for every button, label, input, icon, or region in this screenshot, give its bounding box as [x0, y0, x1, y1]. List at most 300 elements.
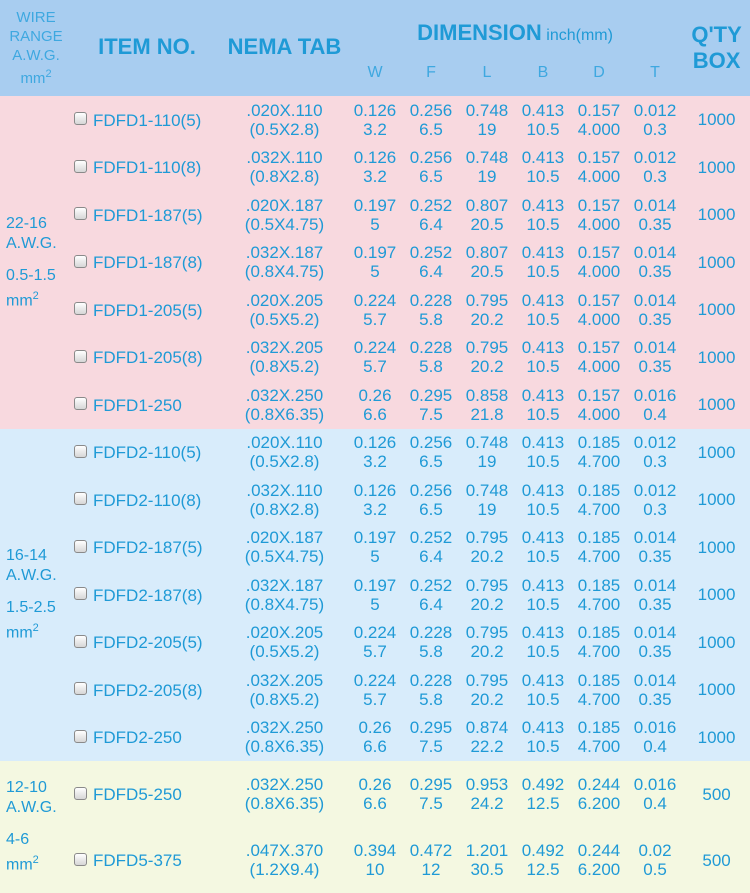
dim-f-inch: 0.228 [409, 290, 453, 310]
dim-f-mm: 7.5 [419, 737, 443, 757]
dim-b-inch: 0.413 [521, 718, 565, 738]
dim-d-inch: 0.185 [577, 480, 621, 500]
nema-tab-cell [222, 761, 347, 827]
item-cell [72, 619, 222, 667]
dim-t-mm: 0.4 [643, 794, 667, 813]
item-cell [72, 286, 222, 334]
item-checkbox[interactable] [74, 853, 87, 866]
dim-w-mm: 5.7 [363, 642, 387, 662]
dim-f-cell [403, 381, 459, 429]
header-wire-unit-sup: 2 [45, 68, 52, 80]
header-dim-b: B [515, 50, 571, 96]
dim-f-inch: 0.228 [409, 670, 453, 690]
dim-l-inch: 0.807 [465, 195, 509, 215]
item-code: FDFD2-250 [93, 728, 182, 748]
item-cell [72, 761, 222, 827]
item-code: FDFD1-187(8) [93, 253, 203, 273]
dim-b-mm: 10.5 [526, 737, 560, 757]
nema-tab-inch: .047X.370 [245, 841, 324, 860]
dim-b-cell [515, 619, 571, 667]
dim-w-cell [347, 571, 403, 619]
nema-tab-cell [222, 96, 347, 144]
wire-range-cell [0, 429, 72, 762]
dim-w-cell [347, 239, 403, 287]
item-cell [72, 429, 222, 477]
dim-t-mm: 0.35 [638, 594, 672, 614]
dim-t-mm: 0.5 [643, 860, 667, 879]
dim-l-cell [459, 144, 515, 192]
dim-t-inch: 0.02 [638, 841, 672, 860]
dim-b-mm: 10.5 [526, 499, 560, 519]
dim-b-inch: 0.413 [521, 670, 565, 690]
header-dim-f: F [403, 50, 459, 96]
header-qty-top: Q'TY [691, 22, 742, 47]
wire-mm-unit-text: mm [6, 856, 33, 874]
nema-tab-cell [222, 524, 347, 572]
dim-t-inch: 0.014 [633, 243, 677, 263]
dim-f-cell [403, 334, 459, 382]
dim-w-cell [347, 476, 403, 524]
dim-d-cell [571, 334, 627, 382]
dim-b-mm: 10.5 [526, 309, 560, 329]
item-checkbox[interactable] [74, 730, 87, 743]
wire-range-cell [0, 96, 72, 429]
nema-tab-mm: (0.5X4.75) [244, 547, 325, 567]
header-nema-tab: NEMA TAB [222, 0, 347, 96]
dim-w-inch: 0.26 [358, 385, 392, 405]
dim-f-cell [403, 239, 459, 287]
item-code: FDFD1-187(5) [93, 205, 203, 225]
dim-t-mm: 0.4 [643, 404, 667, 424]
dim-t-cell [627, 96, 683, 144]
item-code: FDFD2-205(8) [93, 680, 203, 700]
dim-t-mm: 0.35 [638, 309, 672, 329]
qty-cell: 1000 [683, 571, 750, 619]
dim-l-cell [459, 381, 515, 429]
item-code: FDFD5-375 [93, 851, 182, 870]
table-header [0, 0, 750, 96]
dim-w-mm: 6.6 [363, 737, 387, 757]
dim-w-inch: 0.197 [353, 528, 397, 548]
dim-f-cell [403, 666, 459, 714]
table-row [0, 239, 750, 287]
nema-tab-mm: (0.8X4.75) [244, 262, 325, 282]
dim-l-inch: 0.748 [465, 100, 509, 120]
dim-d-mm: 6.200 [577, 860, 621, 879]
dim-w-inch: 0.224 [353, 290, 397, 310]
header-wire-line3: A.W.G. [12, 47, 60, 64]
dim-w-cell [347, 144, 403, 192]
dim-d-inch: 0.157 [577, 290, 621, 310]
item-cell [72, 476, 222, 524]
dim-t-cell [627, 827, 683, 893]
dim-l-mm: 19 [477, 499, 497, 519]
dim-t-inch: 0.014 [633, 195, 677, 215]
wire-mm-unit [6, 618, 72, 643]
dim-w-cell [347, 619, 403, 667]
qty-cell: 1000 [683, 619, 750, 667]
qty-cell: 1000 [683, 429, 750, 477]
dim-f-mm: 5.8 [419, 689, 443, 709]
dim-t-mm: 0.35 [638, 547, 672, 567]
dim-b-inch: 0.413 [521, 195, 565, 215]
dim-b-inch: 0.413 [521, 100, 565, 120]
dim-d-inch: 0.244 [577, 775, 621, 794]
nema-tab-mm: (0.5X5.2) [249, 309, 320, 329]
qty-cell: 500 [683, 761, 750, 827]
dim-l-cell [459, 524, 515, 572]
item-code: FDFD2-187(8) [93, 585, 203, 605]
table-row [0, 334, 750, 382]
dim-d-inch: 0.157 [577, 148, 621, 168]
dim-b-mm: 10.5 [526, 404, 560, 424]
dim-b-cell [515, 286, 571, 334]
item-code: FDFD2-110(5) [93, 443, 202, 463]
dim-f-mm: 5.8 [419, 357, 443, 377]
wire-awg-range: 12-10 [6, 779, 47, 797]
item-checkbox[interactable] [74, 787, 87, 800]
dim-d-inch: 0.157 [577, 243, 621, 263]
dim-w-cell [347, 827, 403, 893]
nema-tab-mm: (0.5X5.2) [249, 642, 320, 662]
wire-awg-range: 22-16 [6, 214, 47, 232]
nema-tab-cell [222, 239, 347, 287]
dim-w-mm: 3.2 [363, 499, 387, 519]
dim-b-inch: 0.413 [521, 528, 565, 548]
dim-d-mm: 4.000 [577, 262, 621, 282]
wire-mm-range: 4-6 [6, 831, 30, 849]
dim-t-inch: 0.016 [633, 385, 677, 405]
item-cell [72, 524, 222, 572]
wire-mm-unit [6, 850, 72, 875]
table-row [0, 96, 750, 144]
dim-w-cell [347, 381, 403, 429]
dim-t-mm: 0.35 [638, 357, 672, 377]
dim-w-cell [347, 429, 403, 477]
dim-t-cell [627, 286, 683, 334]
dim-t-mm: 0.35 [638, 642, 672, 662]
item-checkbox[interactable] [74, 587, 87, 600]
item-code: FDFD2-205(5) [93, 633, 203, 653]
dim-b-cell [515, 476, 571, 524]
dim-f-inch: 0.228 [409, 338, 453, 358]
nema-tab-inch: .020X.187 [245, 195, 324, 215]
dim-l-cell [459, 827, 515, 893]
dim-l-mm: 22.2 [470, 737, 504, 757]
dim-t-inch: 0.012 [633, 480, 677, 500]
qty-cell: 1000 [683, 524, 750, 572]
nema-tab-inch: .032X.187 [245, 243, 324, 263]
nema-tab-inch: .032X.110 [246, 148, 323, 168]
dim-b-cell [515, 429, 571, 477]
dim-t-inch: 0.016 [633, 718, 677, 738]
nema-tab-mm: (0.8X2.8) [249, 499, 320, 519]
dim-b-cell [515, 827, 571, 893]
header-wire-unit-text: mm [20, 70, 46, 87]
nema-tab-mm: (0.8X6.35) [244, 737, 325, 757]
dim-d-cell [571, 239, 627, 287]
dim-d-inch: 0.157 [577, 195, 621, 215]
item-checkbox[interactable] [74, 350, 87, 363]
dim-b-inch: 0.413 [521, 148, 565, 168]
dim-l-inch: 1.201 [465, 841, 509, 860]
dim-b-cell [515, 761, 571, 827]
nema-tab-mm: (0.8X5.2) [249, 357, 320, 377]
item-checkbox[interactable] [74, 112, 87, 125]
dim-l-cell [459, 714, 515, 762]
dim-f-cell [403, 619, 459, 667]
dim-b-mm: 12.5 [526, 794, 560, 813]
qty-cell: 1000 [683, 381, 750, 429]
dim-d-mm: 4.700 [577, 547, 621, 567]
dim-t-inch: 0.014 [633, 528, 677, 548]
dim-d-cell [571, 429, 627, 477]
dim-w-cell [347, 286, 403, 334]
nema-tab-mm: (0.5X4.75) [244, 214, 325, 234]
nema-tab-cell [222, 619, 347, 667]
dim-t-cell [627, 429, 683, 477]
dim-d-mm: 4.700 [577, 594, 621, 614]
dim-w-inch: 0.26 [358, 718, 392, 738]
dim-l-mm: 20.5 [470, 214, 504, 234]
dim-d-cell [571, 714, 627, 762]
dim-b-mm: 10.5 [526, 642, 560, 662]
item-checkbox[interactable] [74, 540, 87, 553]
dim-w-mm: 5 [370, 547, 380, 567]
dim-w-inch: 0.126 [353, 480, 397, 500]
dim-f-mm: 6.4 [419, 214, 443, 234]
item-code: FDFD1-205(8) [93, 348, 203, 368]
dim-d-inch: 0.185 [577, 433, 621, 453]
dim-d-inch: 0.157 [577, 338, 621, 358]
dim-f-mm: 12 [421, 860, 441, 879]
header-qty [683, 0, 750, 96]
nema-tab-inch: .032X.250 [245, 775, 324, 794]
dim-b-inch: 0.413 [521, 385, 565, 405]
dim-d-cell [571, 761, 627, 827]
item-code: FDFD1-110(5) [93, 110, 202, 130]
wire-mm-unit [6, 286, 72, 311]
dim-f-inch: 0.295 [409, 385, 453, 405]
dim-l-inch: 0.795 [465, 290, 509, 310]
wire-mm-unit-sup: 2 [32, 622, 39, 635]
item-checkbox[interactable] [74, 445, 87, 458]
item-checkbox[interactable] [74, 492, 87, 505]
wire-mm-unit-text: mm [6, 624, 33, 642]
dim-l-mm: 24.2 [470, 794, 504, 813]
dim-t-inch: 0.014 [633, 575, 677, 595]
nema-tab-cell [222, 666, 347, 714]
nema-tab-inch: .020X.110 [246, 433, 323, 453]
dim-l-inch: 0.795 [465, 670, 509, 690]
dim-f-mm: 6.5 [419, 119, 443, 139]
dim-b-cell [515, 571, 571, 619]
dim-t-mm: 0.35 [638, 689, 672, 709]
dim-b-inch: 0.413 [521, 575, 565, 595]
dim-d-inch: 0.185 [577, 528, 621, 548]
nema-tab-mm: (1.2X9.4) [249, 860, 320, 879]
nema-tab-cell [222, 334, 347, 382]
dim-f-inch: 0.256 [409, 433, 453, 453]
dim-f-cell [403, 96, 459, 144]
dim-f-cell [403, 429, 459, 477]
nema-tab-mm: (0.8X6.35) [244, 404, 325, 424]
nema-tab-cell [222, 144, 347, 192]
header-dim-d: D [571, 50, 627, 96]
dim-d-cell [571, 286, 627, 334]
dim-b-inch: 0.492 [521, 841, 565, 860]
wire-mm-unit-sup: 2 [32, 289, 39, 302]
item-cell [72, 827, 222, 893]
dim-f-cell [403, 476, 459, 524]
header-dimension-title: DIMENSION [417, 20, 542, 45]
dim-f-cell [403, 714, 459, 762]
dim-l-cell [459, 96, 515, 144]
dim-l-mm: 19 [477, 452, 497, 472]
item-checkbox[interactable] [74, 255, 87, 268]
item-code: FDFD1-110(8) [93, 158, 202, 178]
table-body [0, 96, 750, 893]
dim-l-cell [459, 761, 515, 827]
dim-t-mm: 0.4 [643, 737, 667, 757]
header-qty-bottom: BOX [692, 48, 741, 73]
dim-w-inch: 0.126 [353, 433, 397, 453]
nema-tab-cell [222, 381, 347, 429]
nema-tab-inch: .032X.250 [245, 718, 324, 738]
dim-b-mm: 10.5 [526, 119, 560, 139]
dim-w-inch: 0.224 [353, 623, 397, 643]
dim-l-mm: 21.8 [470, 404, 504, 424]
dim-b-cell [515, 191, 571, 239]
dim-f-mm: 6.4 [419, 594, 443, 614]
dim-l-inch: 0.795 [465, 623, 509, 643]
table-row [0, 761, 750, 827]
item-checkbox[interactable] [74, 635, 87, 648]
dim-t-cell [627, 144, 683, 192]
qty-cell: 1000 [683, 714, 750, 762]
item-cell [72, 191, 222, 239]
dim-l-mm: 30.5 [470, 860, 504, 879]
dim-t-cell [627, 619, 683, 667]
dim-t-cell [627, 476, 683, 524]
dim-w-cell [347, 334, 403, 382]
item-checkbox[interactable] [74, 397, 87, 410]
wire-mm-range: 1.5-2.5 [6, 599, 56, 617]
dim-d-cell [571, 96, 627, 144]
item-code: FDFD2-187(5) [93, 538, 203, 558]
item-checkbox[interactable] [74, 302, 87, 315]
wire-awg-label: A.W.G. [6, 799, 57, 817]
dim-w-cell [347, 761, 403, 827]
dim-w-inch: 0.26 [358, 775, 392, 794]
item-code: FDFD2-110(8) [93, 490, 202, 510]
dim-d-cell [571, 381, 627, 429]
dim-l-cell [459, 619, 515, 667]
dim-f-mm: 7.5 [419, 404, 443, 424]
dim-t-inch: 0.014 [633, 338, 677, 358]
dim-w-cell [347, 524, 403, 572]
dim-w-mm: 5 [370, 262, 380, 282]
item-checkbox[interactable] [74, 160, 87, 173]
item-code: FDFD1-250 [93, 395, 182, 415]
dim-w-inch: 0.197 [353, 243, 397, 263]
dim-f-mm: 6.5 [419, 452, 443, 472]
header-item-no: ITEM NO. [72, 0, 222, 96]
table-row [0, 476, 750, 524]
nema-tab-inch: .032X.250 [245, 385, 324, 405]
dim-l-cell [459, 571, 515, 619]
dim-w-mm: 5 [370, 594, 380, 614]
dim-l-mm: 20.2 [470, 547, 504, 567]
dim-f-inch: 0.252 [409, 528, 453, 548]
dim-t-inch: 0.014 [633, 623, 677, 643]
dim-d-mm: 4.700 [577, 452, 621, 472]
dim-l-inch: 0.795 [465, 575, 509, 595]
dim-f-cell [403, 524, 459, 572]
dim-b-mm: 10.5 [526, 547, 560, 567]
item-cell [72, 666, 222, 714]
dim-b-cell [515, 666, 571, 714]
nema-tab-inch: .020X.205 [245, 290, 324, 310]
dim-b-cell [515, 144, 571, 192]
dim-b-cell [515, 96, 571, 144]
dim-l-mm: 20.2 [470, 689, 504, 709]
table-row [0, 714, 750, 762]
table-row [0, 429, 750, 477]
dim-d-cell [571, 144, 627, 192]
item-checkbox[interactable] [74, 682, 87, 695]
dim-d-inch: 0.157 [577, 100, 621, 120]
header-dim-w: W [347, 50, 403, 96]
item-checkbox[interactable] [74, 207, 87, 220]
dim-w-inch: 0.126 [353, 148, 397, 168]
dim-d-cell [571, 666, 627, 714]
dim-l-inch: 0.748 [465, 433, 509, 453]
nema-tab-inch: .032X.187 [245, 575, 324, 595]
dim-l-inch: 0.795 [465, 338, 509, 358]
dim-w-inch: 0.126 [353, 100, 397, 120]
dim-d-cell [571, 827, 627, 893]
dim-w-mm: 5.7 [363, 689, 387, 709]
wire-gap [6, 254, 72, 266]
dim-w-inch: 0.197 [353, 195, 397, 215]
nema-tab-cell [222, 429, 347, 477]
dim-b-inch: 0.413 [521, 433, 565, 453]
dim-f-mm: 6.5 [419, 167, 443, 187]
wire-range-cell [0, 761, 72, 893]
nema-tab-cell [222, 476, 347, 524]
dim-d-mm: 4.000 [577, 119, 621, 139]
dim-d-mm: 6.200 [577, 794, 621, 813]
wire-gap [6, 586, 72, 598]
dim-t-cell [627, 571, 683, 619]
dim-t-inch: 0.012 [633, 433, 677, 453]
dim-w-inch: 0.197 [353, 575, 397, 595]
table-row [0, 619, 750, 667]
dim-l-mm: 20.2 [470, 642, 504, 662]
dim-w-inch: 0.224 [353, 670, 397, 690]
dim-l-cell [459, 239, 515, 287]
dim-f-inch: 0.295 [409, 718, 453, 738]
nema-tab-inch: .032X.205 [245, 670, 324, 690]
dim-d-cell [571, 476, 627, 524]
dim-f-inch: 0.252 [409, 195, 453, 215]
dim-w-mm: 10 [365, 860, 385, 879]
dim-b-mm: 10.5 [526, 167, 560, 187]
dim-b-inch: 0.413 [521, 338, 565, 358]
dim-l-inch: 0.874 [465, 718, 509, 738]
wire-awg-label: A.W.G. [6, 567, 57, 585]
